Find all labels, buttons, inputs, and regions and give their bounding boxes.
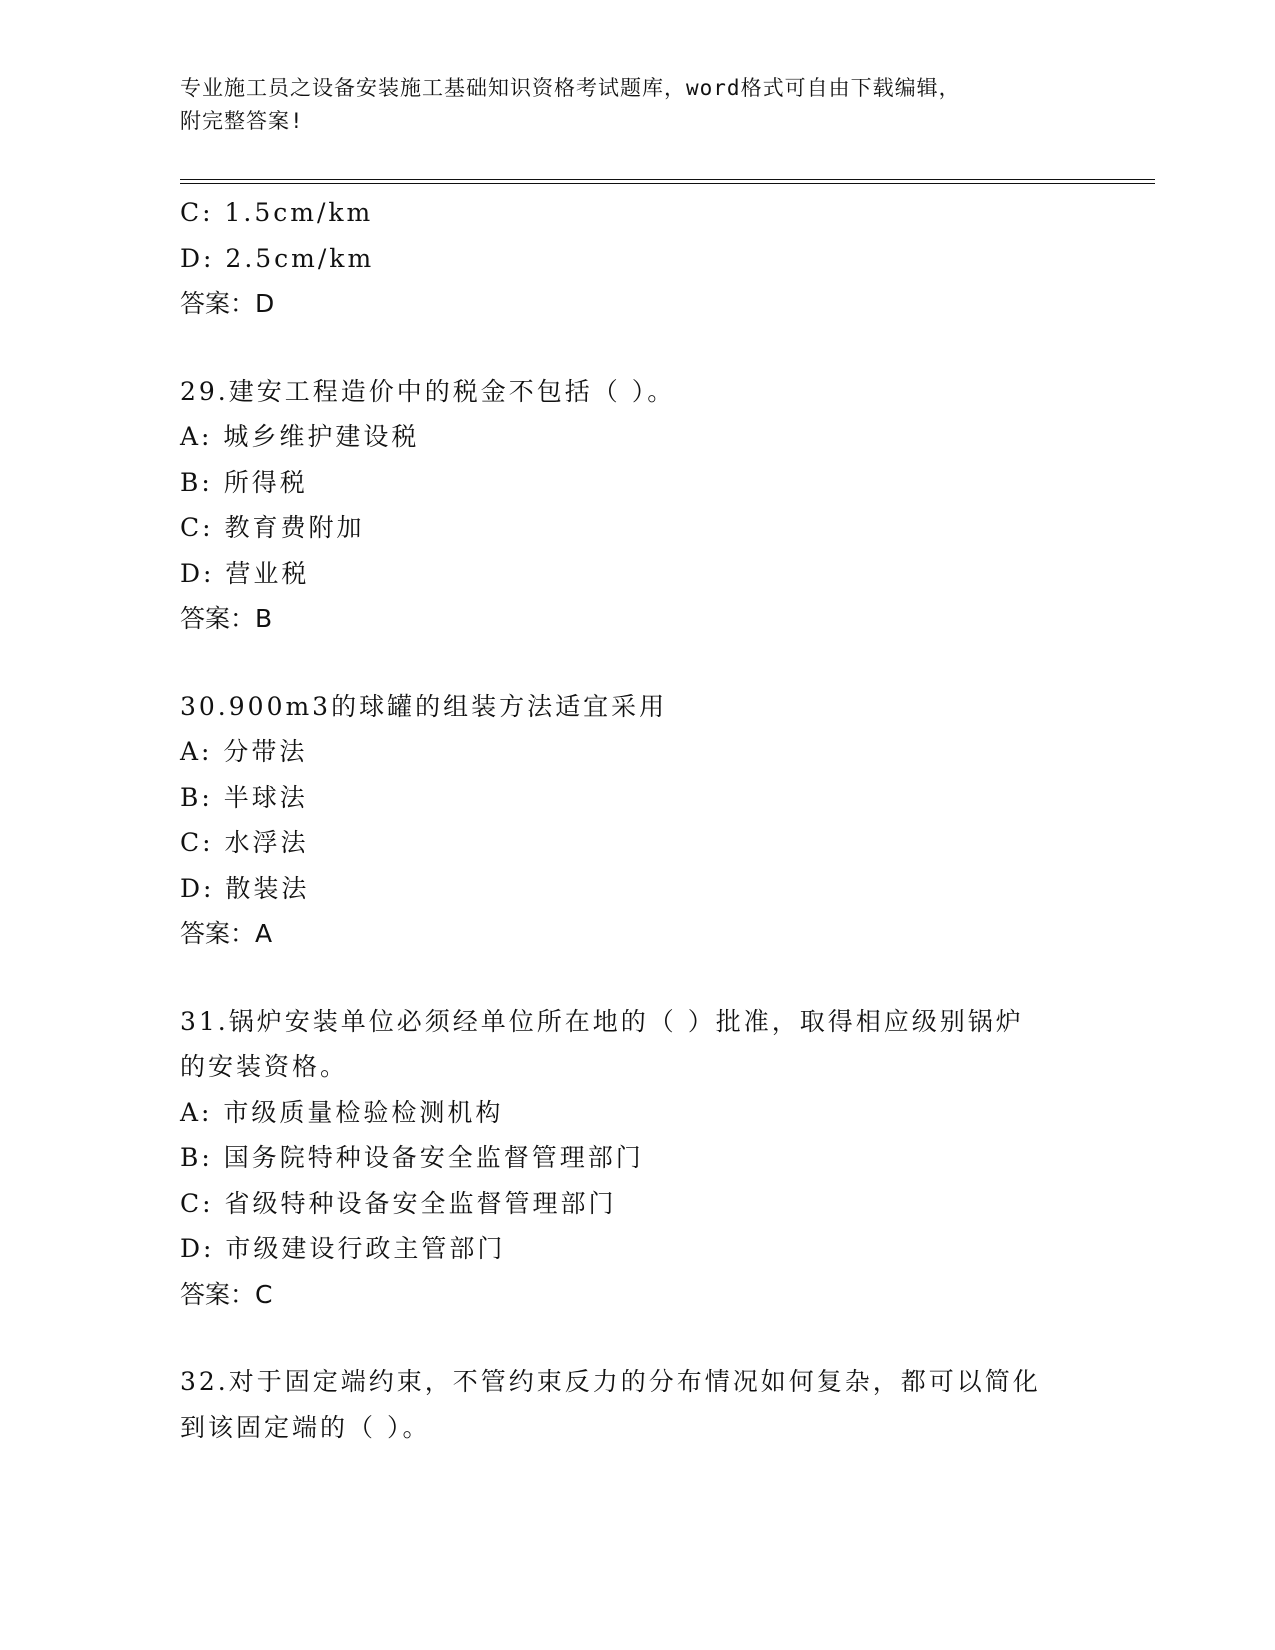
option-d: D: 散装法 [180, 873, 310, 903]
question-text-line-2: 到该固定端的（ ）。 [180, 1412, 431, 1442]
option-b: B: 所得税 [180, 467, 308, 497]
header-rule-top [180, 179, 1155, 180]
option-a: A: 分带法 [180, 737, 308, 766]
option-d: D: 2.5cm/km [180, 243, 375, 273]
answer-line: 答案：C [180, 1279, 273, 1309]
option-b: B: 半球法 [180, 782, 308, 812]
option-b: B: 国务院特种设备安全监督管理部门 [180, 1143, 644, 1172]
header-line-1: 专业施工员之设备安装施工基础知识资格考试题库，word格式可自由下载编辑， [180, 76, 961, 100]
question-31 [180, 999, 1080, 1318]
question-text-line-1: 31.锅炉安装单位必须经单位所在地的（ ）批准，取得相应级别锅炉 [180, 1006, 1024, 1036]
question-list [180, 190, 1080, 1450]
question-29 [180, 369, 1080, 642]
question-text-line-1: 32.对于固定端约束，不管约束反力的分布情况如何复杂，都可以简化 [180, 1367, 1041, 1396]
question-text-line-2: 的安装资格。 [180, 1052, 349, 1081]
answer-line: 答案：D [180, 289, 275, 318]
question-text: 30.900m3的球罐的组装方法适宜采用 [180, 691, 668, 721]
option-c: C: 水浮法 [180, 828, 309, 857]
answer-line: 答案：B [180, 604, 273, 633]
option-a: A: 城乡维护建设税 [180, 422, 420, 451]
answer-line: 答案：A [180, 919, 273, 948]
option-d: D: 营业税 [180, 558, 310, 588]
question-30 [180, 684, 1080, 957]
option-d: D: 市级建设行政主管部门 [180, 1234, 506, 1263]
header-rule-bottom [180, 183, 1155, 184]
option-c: C: 教育费附加 [180, 513, 365, 542]
option-c: C: 省级特种设备安全监督管理部门 [180, 1188, 617, 1218]
option-c: C: 1.5cm/km [180, 198, 374, 227]
question-32 [180, 1359, 1080, 1450]
question-text: 29.建安工程造价中的税金不包括（ ）。 [180, 376, 676, 406]
partial-question [180, 190, 1080, 327]
option-a: A: 市级质量检验检测机构 [180, 1097, 504, 1127]
header-line-2: 附完整答案! [180, 109, 304, 133]
document-header [180, 72, 1080, 138]
